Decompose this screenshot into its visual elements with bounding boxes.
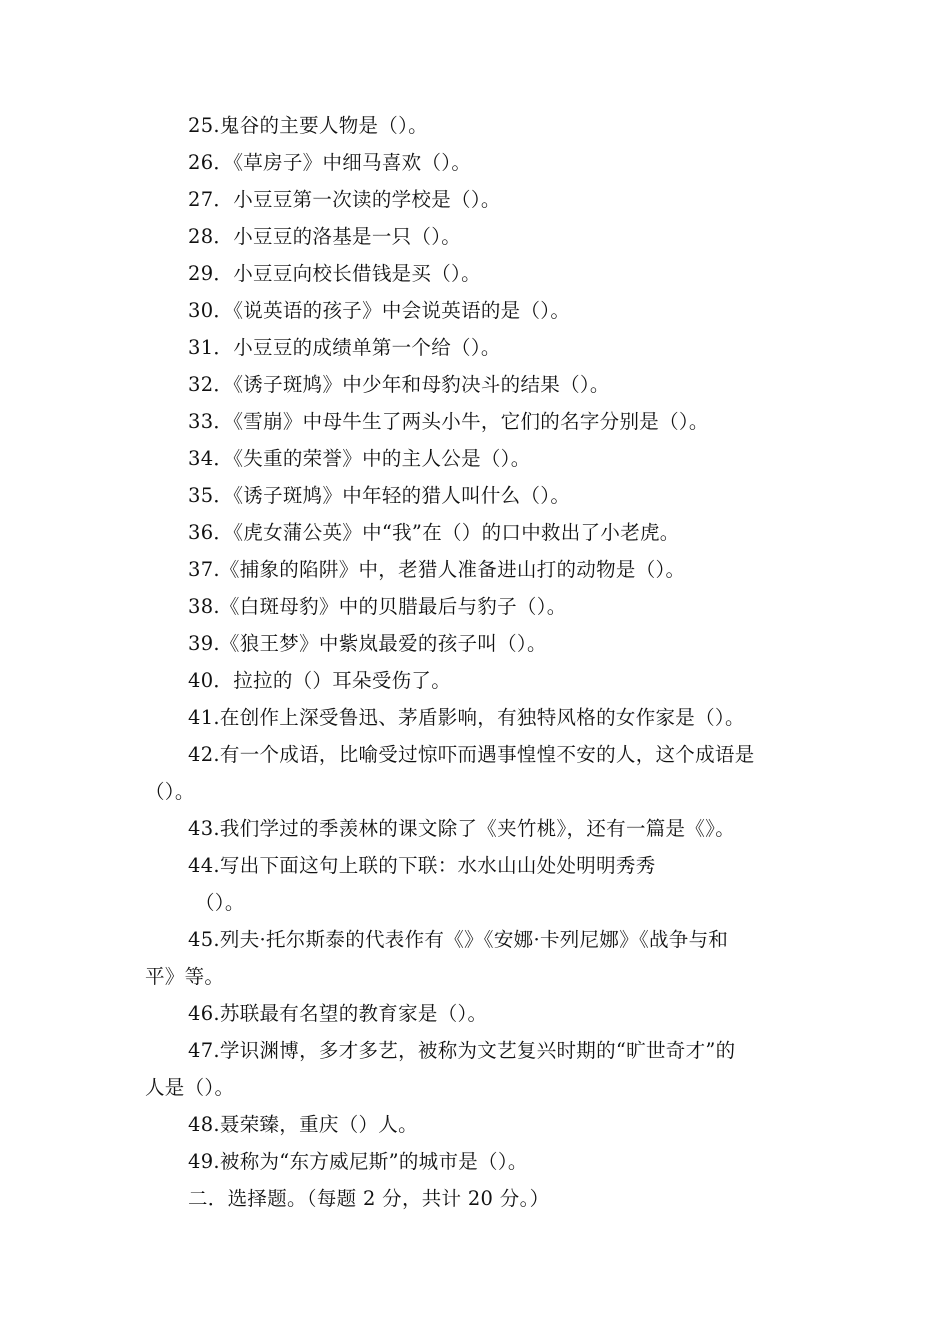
question-28: 28．小豆豆的洛基是一只（）。 xyxy=(188,225,462,248)
question-46: 46.苏联最有名望的教育家是（）。 xyxy=(188,1002,488,1025)
question-42: 42.有一个成语，比喻受过惊吓而遇事惶惶不安的人，这个成语是 xyxy=(188,743,755,766)
question-29: 29．小豆豆向校长借钱是买（）。 xyxy=(188,262,481,285)
question-27: 27．小豆豆第一次读的学校是（）。 xyxy=(188,188,501,211)
question-48: 48.聂荣臻，重庆（）人。 xyxy=(188,1113,418,1136)
question-47: 47.学识渊博，多才多艺，被称为文艺复兴时期的“旷世奇才”的 xyxy=(188,1039,736,1062)
question-42-continued: （）。 xyxy=(145,780,195,803)
question-41: 41.在创作上深受鲁迅、茅盾影响，有独特风格的女作家是（）。 xyxy=(188,706,745,729)
question-36: 36．《虎女蒲公英》中“我”在（）的口中救出了小老虎。 xyxy=(188,521,680,544)
question-35: 35．《诱子斑鸠》中年轻的猎人叫什么（）。 xyxy=(188,484,571,507)
question-45-continued: 平》等。 xyxy=(145,965,225,988)
question-37: 37.《捕象的陷阱》中，老猎人准备进山打的动物是（）。 xyxy=(188,558,686,581)
question-44-continued: （）。 xyxy=(195,891,245,914)
question-47-continued: 人是（）。 xyxy=(145,1076,235,1099)
question-44: 44.写出下面这句上联的下联：水水山山处处明明秀秀 xyxy=(188,854,656,877)
section-heading: 二．选择题。（每题 2 分，共计 20 分。） xyxy=(188,1187,550,1210)
question-39: 39.《狼王梦》中紫岚最爱的孩子叫（）。 xyxy=(188,632,547,655)
question-25: 25.鬼谷的主要人物是（）。 xyxy=(188,114,428,137)
question-34: 34．《失重的荣誉》中的主人公是（）。 xyxy=(188,447,531,470)
question-26: 26．《草房子》中细马喜欢（）。 xyxy=(188,151,472,174)
question-30: 30．《说英语的孩子》中会说英语的是（）。 xyxy=(188,299,571,322)
question-38: 38.《白斑母豹》中的贝腊最后与豹子（）。 xyxy=(188,595,567,618)
question-40: 40．拉拉的（）耳朵受伤了。 xyxy=(188,669,452,692)
question-49: 49.被称为“东方威尼斯”的城市是（）。 xyxy=(188,1150,528,1173)
question-33: 33．《雪崩》中母牛生了两头小牛，它们的名字分别是（）。 xyxy=(188,410,709,433)
question-31: 31．小豆豆的成绩单第一个给（）。 xyxy=(188,336,501,359)
question-43: 43.我们学过的季羡林的课文除了《夹竹桃》，还有一篇是《》。 xyxy=(188,817,736,840)
question-32: 32．《诱子斑鸠》中少年和母豹决斗的结果（）。 xyxy=(188,373,610,396)
question-45: 45.列夫·托尔斯泰的代表作有《》《安娜·卡列尼娜》《战争与和 xyxy=(188,928,729,951)
